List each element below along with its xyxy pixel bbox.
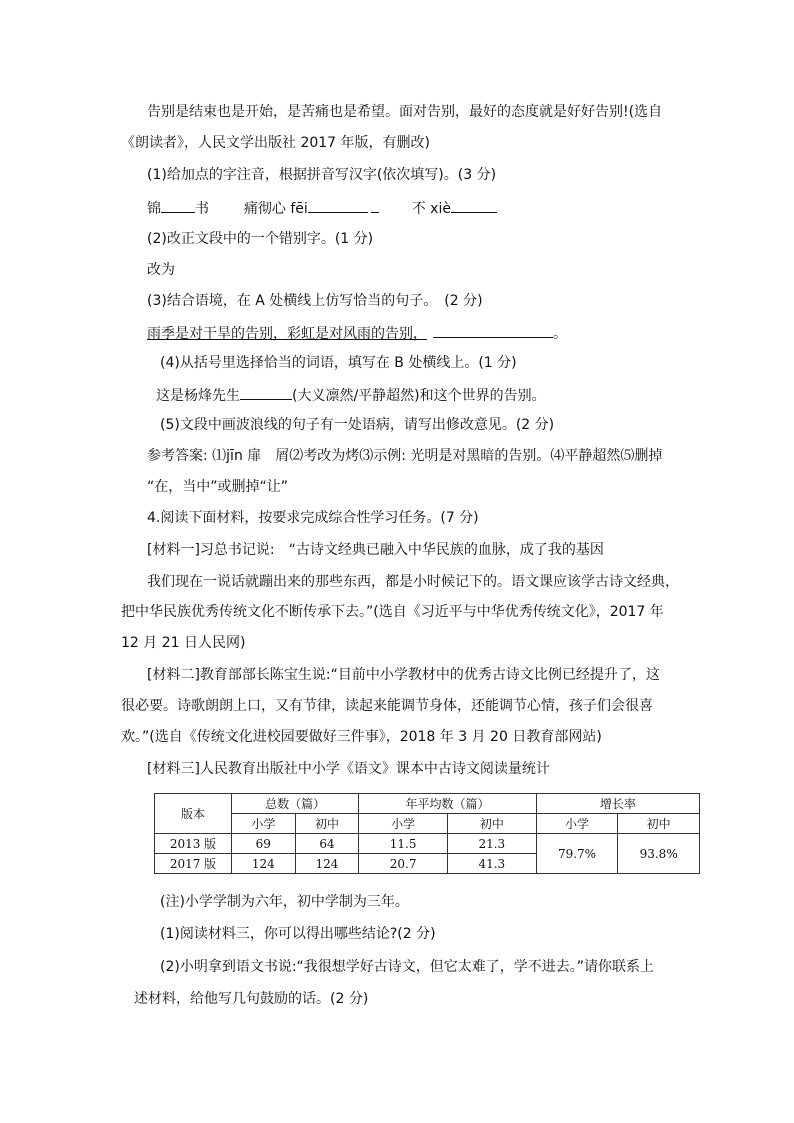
subheader-cell: 初中 — [295, 814, 359, 834]
table-cell: 41.3 — [447, 854, 536, 874]
table-cell: 20.7 — [359, 854, 448, 874]
table-note: (注)小学学制为六年，初中学制为三年。 — [160, 894, 409, 910]
material-1-line-4: 12 月 21 日人民网) — [121, 635, 246, 651]
item-2-blank-tail — [371, 198, 379, 213]
item-2-blank[interactable] — [308, 198, 368, 213]
intro-line-2: 《朗读者》，人民文学出版社 2017 年版，有删改) — [121, 135, 430, 151]
row-version: 2017 版 — [155, 854, 232, 874]
table-cell: 124 — [232, 854, 296, 874]
material-2-line-2: 很必要。诗歌朗朗上口，又有节律，读起来能调节身体，还能调节心情，孩子们会很喜 — [121, 698, 653, 714]
task-2-line-2: 述材料，给他写几句鼓励的话。(2 分) — [134, 991, 369, 1007]
item-1-tail: 书 — [195, 201, 209, 217]
task-2-line-1: (2)小明拿到语文书说:“我很想学好古诗文，但它太难了，学不进去。”请你联系上 — [160, 959, 655, 975]
question-1-prompt: (1)给加点的字注音，根据拼音写汉字(依次填写)。(3 分) — [147, 167, 497, 183]
example-sentence: 雨季是对干旱的告别，彩虹是对风雨的告别， — [147, 326, 427, 342]
header-growth: 增长率 — [536, 794, 699, 814]
subheader-cell: 小学 — [536, 814, 618, 834]
question-5-prompt: (5)文段中画波浪线的句子有一处语病，请写出修改意见。(2 分) — [160, 417, 555, 433]
question-3-end: 。 — [553, 326, 567, 342]
material-2-line-3: 欢。”(选自《传统文化进校园要做好三件事》，2018 年 3 月 20 日教育部网站) — [121, 729, 602, 745]
question-3-example — [147, 323, 567, 343]
table-cell: 124 — [295, 854, 359, 874]
header-total: 总数（篇） — [232, 794, 359, 814]
item-3-label: 不 xiè — [411, 201, 451, 217]
header-version: 版本 — [155, 794, 232, 834]
subheader-cell: 小学 — [232, 814, 296, 834]
item-1-blank[interactable] — [161, 198, 195, 213]
question-2-answer-label: 改为 — [147, 262, 175, 278]
growth-primary: 79.7% — [536, 834, 618, 874]
intro-line-1: 告别是结束也是开始，是苦痛也是希望。面对告别，最好的态度就是好好告别!(选自 — [147, 104, 663, 120]
table-row — [155, 834, 700, 854]
table-cell: 21.3 — [447, 834, 536, 854]
material-2-line-1: [材料二]教育部部长陈宝生说:“目前中小学教材中的优秀古诗文比例已经提升了，这 — [147, 667, 660, 683]
material-1-line-3: 把中华民族优秀传统文化不断传承下去。”(选自《习近平与中华优秀传统文化》，2017 年 — [121, 604, 664, 620]
answer-key-line-1: 参考答案: ⑴jīn 扉 屑⑵考改为烤⑶示例: 光明是对黑暗的告别。⑷平静超然⑸删掉 — [147, 448, 663, 464]
item-1-label: 锦 — [147, 201, 161, 217]
reading-statistics-table — [154, 793, 700, 874]
table-cell: 64 — [295, 834, 359, 854]
question-1-items — [147, 198, 497, 218]
subheader-cell: 小学 — [359, 814, 448, 834]
question-2-prompt: (2)改正文段中的一个错别字。(1 分) — [147, 231, 374, 247]
question-4-prompt: (4)从括号里选择恰当的词语，填写在 B 处横线上。(1 分) — [160, 355, 517, 371]
item-3-blank[interactable] — [451, 198, 497, 213]
question-4-sentence — [156, 385, 546, 405]
question-3-blank[interactable] — [433, 323, 553, 338]
material-3-title: [材料三]人民教育出版社中小学《语文》课本中古诗文阅读量统计 — [147, 761, 550, 777]
material-1-line-1: [材料一]习总书记说: “古诗文经典已融入中华民族的血脉，成了我的基因 — [147, 542, 604, 558]
section-4-title: 4.阅读下面材料，按要求完成综合性学习任务。(7 分) — [147, 510, 479, 526]
subheader-cell: 初中 — [447, 814, 536, 834]
material-1-line-2: 我们现在一说话就蹦出来的那些东西，都是小时候记下的。语文课应该学古诗文经典， — [147, 574, 679, 590]
table-cell: 11.5 — [359, 834, 448, 854]
answer-key-line-2: “在，当中”或删掉“让” — [147, 479, 289, 495]
task-1: (1)阅读材料三，你可以得出哪些结论?(2 分) — [160, 926, 436, 942]
question-4-blank[interactable] — [240, 385, 292, 400]
header-average: 年平均数（篇） — [359, 794, 536, 814]
table-cell: 69 — [232, 834, 296, 854]
growth-middle: 93.8% — [618, 834, 700, 874]
row-version: 2013 版 — [155, 834, 232, 854]
item-2-label: 痛彻心 fēi — [243, 201, 308, 217]
question-3-prompt: (3)结合语境，在 A 处横线上仿写恰当的句子。 (2 分) — [147, 293, 483, 309]
subheader-cell: 初中 — [618, 814, 700, 834]
sentence-head: 这是杨烽先生 — [156, 388, 240, 404]
sentence-tail: (大义凛然/平静超然)和这个世界的告别。 — [292, 388, 546, 404]
